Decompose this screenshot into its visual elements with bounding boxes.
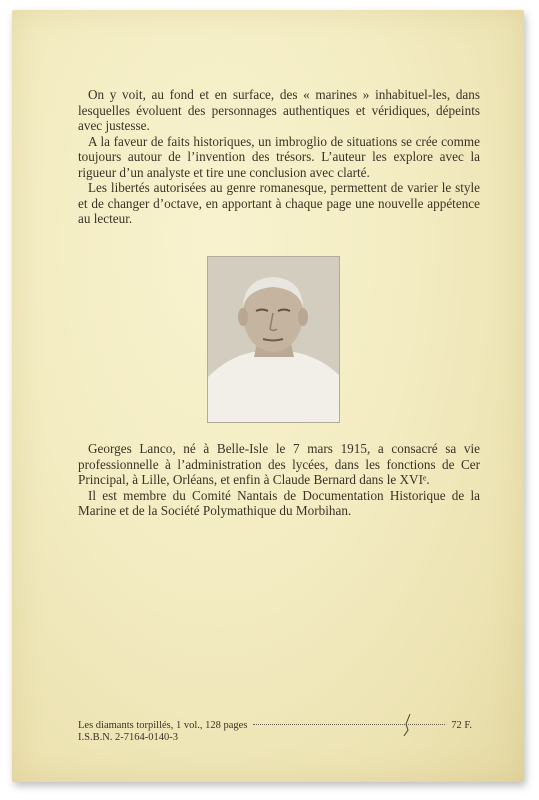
isbn: I.S.B.N. 2-7164-0140-3 <box>78 732 179 743</box>
blurb-paragraph: A la faveur de faits historiques, un imbroglio de situations se crée comme toujours autour de l’invention des trésors. L’auteur les explore avec la rigueur d’un analyste et tire une conclusion avec clarté. <box>78 133 480 180</box>
bio-paragraph: Il est membre du Comité Nantais de Documentation Historique de la Marine et de la Société Polymathique du Morbihan. <box>78 487 480 518</box>
author-photo <box>207 256 340 423</box>
blurb-text <box>78 87 480 227</box>
book-title-info: Les diamants torpillés, 1 vol., 128 pages <box>78 720 248 731</box>
price: 72 F. <box>451 720 472 731</box>
blurb-paragraph: Les libertés autorisées au genre romanesque, permettent de varier le style et de changer d’octave, en apportant à chaque page une nouvelle appétence au lecteur. <box>78 180 480 226</box>
book-info <box>78 720 472 744</box>
dot-leader <box>253 724 445 725</box>
blurb-paragraph: On y voit, au fond et en surface, des « marines » inhabituel-les, dans lesquelles évoluent des personnages authentiques et véridiques, dépeints avec justesse. <box>78 87 480 133</box>
bio-paragraph: Georges Lanco, né à Belle-Isle le 7 mars 1915, a consacré sa vie professionnelle à l’administration des lycées, dans les fonctions de Cer Principal, à Lille, Orléans, et enfin à Claude Bernard dans le XVIᵉ. <box>78 441 480 487</box>
author-bio <box>78 441 480 519</box>
title-price-line <box>78 720 472 732</box>
